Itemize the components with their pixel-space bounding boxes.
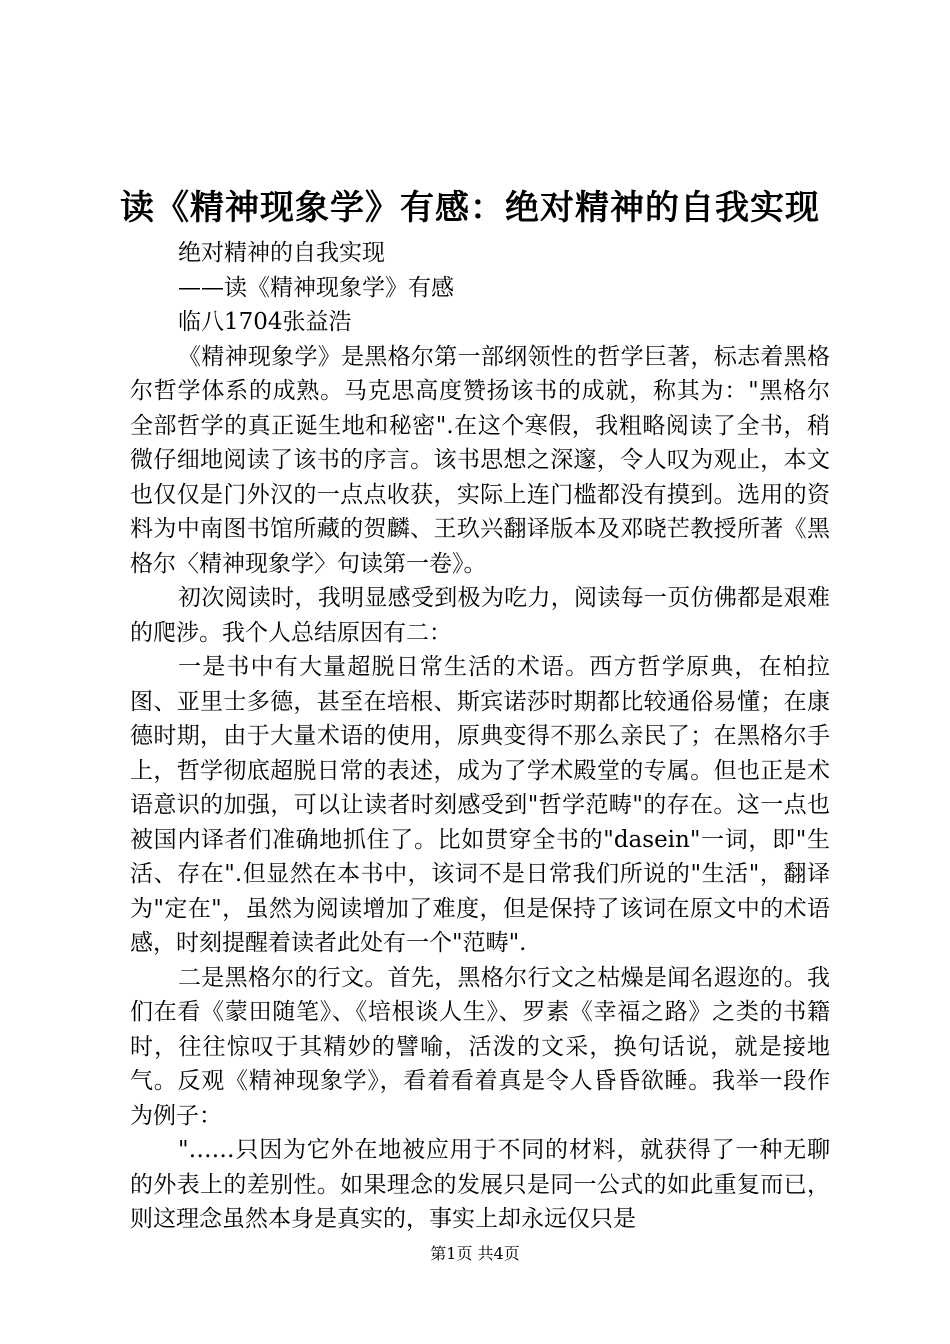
paragraph-intro: 《精神现象学》是黑格尔第一部纲领性的哲学巨著，标志着黑格尔哲学体系的成熟。马克思高度赞扬该书的成就，称其为："黑格尔全部哲学的真正诞生地和秘密".在这个寒假，我粗略阅读了全书，稍微仔细地阅读了该书的序言。该书思想之深邃，令人叹为观止，本文也仅仅是门外汉的一点点收获，实际上连门槛都没有摸到。选用的资料为中南图书馆所藏的贺麟、王玖兴翻译版本及邓晓芒教授所著《黑格尔〈精神现象学〉句读第一卷》。 — [130, 343, 830, 577]
paragraph-reason-one: 一是书中有大量超脱日常生活的术语。西方哲学原典，在柏拉图、亚里士多德，甚至在培根、斯宾诺莎时期都比较通俗易懂；在康德时期，由于大量术语的使用，原典变得不那么亲民了；在黑格尔手上，哲学彻底超脱日常的表述，成为了学术殿堂的专属。但也正是术语意识的加强，可以让读者时刻感受到"哲学范畴"的存在。这一点也被国内译者们准确地抓住了。比如贯穿全书的"dasein"一词，即"生活、存在".但显然在本书中，该词不是日常我们所说的"生活"，翻译为"定在"，虽然为阅读增加了难度，但是保持了该词在原文中的术语感，时刻提醒着读者此处有一个"范畴". — [130, 654, 830, 956]
document-body — [130, 236, 830, 1237]
paragraph-reason-two: 二是黑格尔的行文。首先，黑格尔行文之枯燥是闻名遐迩的。我们在看《蒙田随笔》、《培根谈人生》、罗素《幸福之路》之类的书籍时，往往惊叹于其精妙的譬喻，活泼的文采，换句话说，就是接地气。反观《精神现象学》，看着看着真是令人昏昏欲睡。我举一段作为例子： — [130, 964, 830, 1129]
page-footer: 第1页 共4页 — [430, 1244, 520, 1263]
subtitle-source-line: ——读《精神现象学》有感 — [178, 274, 454, 301]
paragraph-first-reading: 初次阅读时，我明显感受到极为吃力，阅读每一页仿佛都是艰难的爬涉。我个人总结原因有二： — [130, 585, 830, 646]
document-title: 读《精神现象学》有感：绝对精神的自我实现 — [120, 188, 820, 228]
paragraph-quote: "……只因为它外在地被应用于不同的材料，就获得了一种无聊的外表上的差别性。如果理念的发展只是同一公式的如此重复而已，则这理念虽然本身是真实的，事实上却永远仅只是 — [130, 1137, 830, 1232]
subtitle-line: 绝对精神的自我实现 — [178, 240, 385, 266]
author-line: 临八1704张益浩 — [178, 309, 352, 335]
